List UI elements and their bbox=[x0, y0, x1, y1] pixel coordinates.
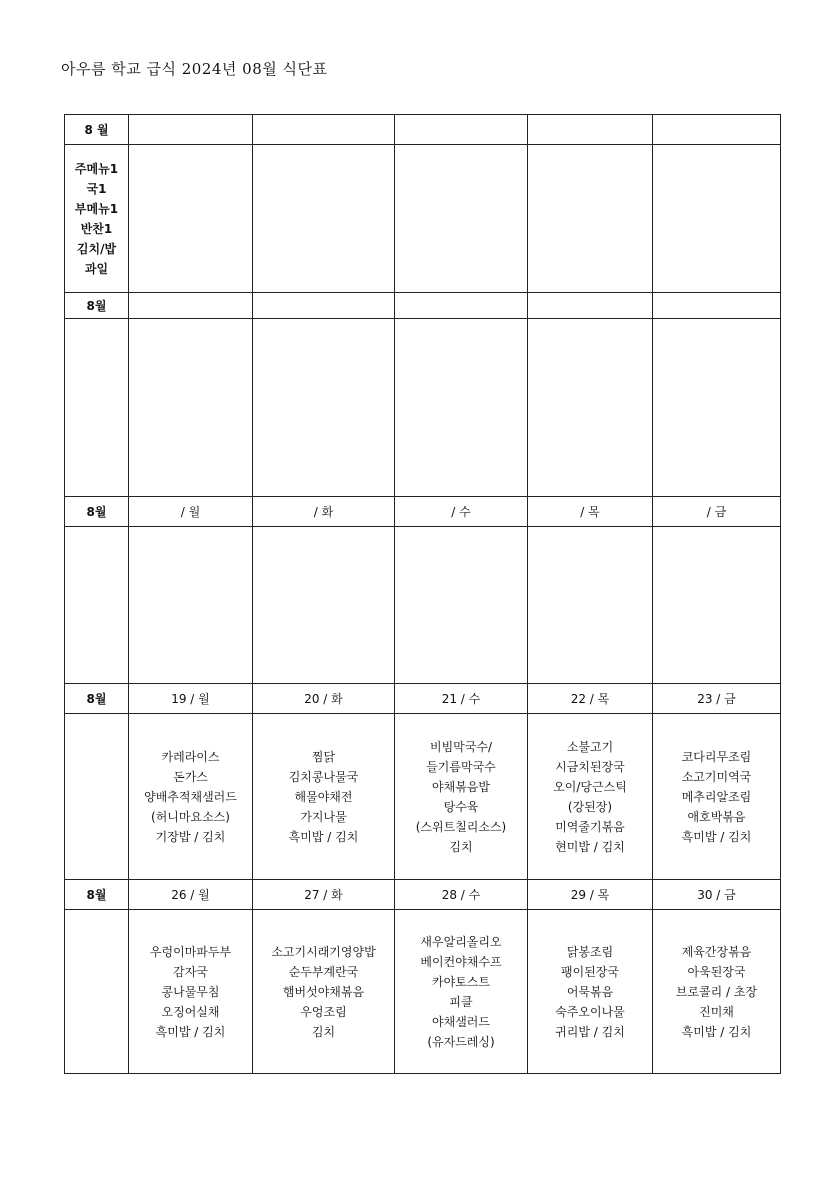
menu-item: 소고기미역국 bbox=[681, 769, 752, 784]
menu-cell-30 bbox=[653, 910, 781, 1074]
menu-item: 해물야채전 bbox=[294, 789, 353, 804]
menu-item: 콩나물무침 bbox=[161, 984, 220, 999]
menu-row bbox=[65, 319, 781, 497]
menu-legend bbox=[65, 145, 129, 293]
day-header: 22 / 목 bbox=[528, 684, 653, 714]
menu-cell-21 bbox=[395, 714, 528, 880]
menu-row bbox=[65, 527, 781, 684]
menu-cell bbox=[65, 319, 129, 497]
menu-item: 돈가스 bbox=[173, 769, 208, 784]
menu-item: 흑미밥 / 김치 bbox=[155, 1024, 226, 1039]
menu-cell-27 bbox=[253, 910, 395, 1074]
day-header: 21 / 수 bbox=[395, 684, 528, 714]
menu-item: 양배추적채샐러드 bbox=[144, 789, 237, 804]
month-label: 8월 bbox=[65, 497, 129, 527]
menu-item: 메추리알조림 bbox=[681, 789, 752, 804]
menu-item: 들기름막국수 bbox=[426, 759, 496, 774]
menu-cell bbox=[653, 145, 781, 293]
menu-item: 소고기시래기영양밥 bbox=[271, 944, 376, 959]
menu-item: 찜닭 bbox=[311, 749, 336, 764]
legend-item: 반찬1 bbox=[80, 221, 113, 236]
month-label: 8 월 bbox=[65, 115, 129, 145]
menu-item: 아욱된장국 bbox=[687, 964, 746, 979]
menu-item: 피클 bbox=[449, 994, 473, 1009]
menu-cell-29 bbox=[528, 910, 653, 1074]
header-row-1 bbox=[65, 115, 781, 145]
menu-item: 오이/당근스틱 bbox=[553, 779, 627, 794]
menu-cell-20 bbox=[253, 714, 395, 880]
menu-item: (스위트칠리소스) bbox=[415, 819, 507, 834]
menu-cell bbox=[253, 527, 395, 684]
menu-cell bbox=[65, 714, 129, 880]
menu-item: 코다리무조림 bbox=[681, 749, 752, 764]
legend-item: 김치/밥 bbox=[76, 241, 117, 256]
menu-item: 우엉조림 bbox=[300, 1004, 347, 1019]
day-header bbox=[395, 293, 528, 319]
menu-item: 흑미밥 / 김치 bbox=[288, 829, 359, 844]
menu-cell bbox=[129, 319, 253, 497]
menu-cell bbox=[395, 527, 528, 684]
legend-row bbox=[65, 145, 781, 293]
menu-item: (허니마요소스) bbox=[151, 809, 230, 824]
menu-item: 진미채 bbox=[699, 1004, 734, 1019]
legend-item: 부메뉴1 bbox=[74, 201, 119, 216]
menu-item: 오징어실채 bbox=[161, 1004, 220, 1019]
menu-item: 새우알리올리오 bbox=[420, 934, 502, 949]
menu-cell bbox=[65, 910, 129, 1074]
month-label: 8월 bbox=[65, 880, 129, 910]
menu-cell bbox=[129, 527, 253, 684]
menu-cell bbox=[253, 319, 395, 497]
menu-item: 김치 bbox=[449, 839, 473, 854]
menu-cell bbox=[528, 527, 653, 684]
legend-item: 국1 bbox=[86, 181, 107, 196]
menu-item: 팽이된장국 bbox=[561, 964, 619, 979]
menu-cell bbox=[528, 145, 653, 293]
menu-item: 베이컨야채수프 bbox=[420, 954, 502, 969]
day-header: / 금 bbox=[653, 497, 781, 527]
menu-item: (유자드레싱) bbox=[427, 1034, 495, 1049]
menu-item: 닭봉조림 bbox=[566, 944, 614, 959]
menu-cell bbox=[129, 145, 253, 293]
menu-item: 비빔막국수/ bbox=[429, 739, 492, 754]
menu-item: 흑미밥 / 김치 bbox=[681, 829, 752, 844]
menu-item: 브로콜리 / 초장 bbox=[675, 984, 758, 999]
day-header: / 수 bbox=[395, 497, 528, 527]
menu-item: 우렁이마파두부 bbox=[149, 944, 232, 959]
menu-item: 현미밥 / 김치 bbox=[555, 839, 625, 854]
menu-cell bbox=[395, 145, 528, 293]
day-header: 28 / 수 bbox=[395, 880, 528, 910]
legend-item: 과일 bbox=[84, 261, 109, 276]
menu-item: 김치 bbox=[311, 1024, 336, 1039]
menu-cell-22 bbox=[528, 714, 653, 880]
day-header bbox=[129, 293, 253, 319]
day-header bbox=[528, 293, 653, 319]
menu-item: 어묵볶음 bbox=[566, 984, 614, 999]
day-header bbox=[653, 293, 781, 319]
page-title: 아우름 학교 급식 2024년 08월 식단표 bbox=[61, 60, 328, 78]
menu-cell bbox=[253, 145, 395, 293]
day-header bbox=[253, 293, 395, 319]
day-header: 20 / 화 bbox=[253, 684, 395, 714]
month-label: 8월 bbox=[65, 293, 129, 319]
day-header: / 화 bbox=[253, 497, 395, 527]
menu-row-week5 bbox=[65, 910, 781, 1074]
menu-item: 제육간장볶음 bbox=[681, 944, 752, 959]
menu-cell-26 bbox=[129, 910, 253, 1074]
menu-item: 감자국 bbox=[173, 964, 208, 979]
menu-cell bbox=[653, 319, 781, 497]
day-header: 30 / 금 bbox=[653, 880, 781, 910]
header-row-2 bbox=[65, 293, 781, 319]
day-header bbox=[528, 115, 653, 145]
day-header: 29 / 목 bbox=[528, 880, 653, 910]
header-row-3 bbox=[65, 497, 781, 527]
menu-cell-23 bbox=[653, 714, 781, 880]
menu-item: 탕수육 bbox=[443, 799, 479, 814]
day-header bbox=[395, 115, 528, 145]
menu-item: 카야토스트 bbox=[432, 974, 490, 989]
day-header: 23 / 금 bbox=[653, 684, 781, 714]
day-header: 27 / 화 bbox=[253, 880, 395, 910]
legend-item: 주메뉴1 bbox=[74, 161, 119, 176]
day-header bbox=[129, 115, 253, 145]
menu-item: 숙주오이나물 bbox=[555, 1004, 625, 1019]
menu-item: 기장밥 / 김치 bbox=[155, 829, 226, 844]
day-header: 26 / 월 bbox=[129, 880, 253, 910]
menu-cell bbox=[653, 527, 781, 684]
menu-item: 미역줄기볶음 bbox=[555, 819, 625, 834]
day-header: / 월 bbox=[129, 497, 253, 527]
menu-item: 순두부계란국 bbox=[288, 964, 359, 979]
day-header bbox=[653, 115, 781, 145]
menu-item: 귀리밥 / 김치 bbox=[555, 1024, 625, 1039]
menu-cell bbox=[395, 319, 528, 497]
menu-cell bbox=[65, 527, 129, 684]
menu-item: 카레라이스 bbox=[161, 749, 220, 764]
header-row-week5 bbox=[65, 880, 781, 910]
menu-cell-19 bbox=[129, 714, 253, 880]
menu-item: 햄버섯야채볶음 bbox=[282, 984, 365, 999]
day-header: 19 / 월 bbox=[129, 684, 253, 714]
menu-item: (강된장) bbox=[567, 799, 613, 814]
day-header bbox=[253, 115, 395, 145]
header-row-week4 bbox=[65, 684, 781, 714]
menu-item: 야채샐러드 bbox=[432, 1014, 490, 1029]
menu-item: 애호박볶음 bbox=[687, 809, 746, 824]
menu-item: 시금치된장국 bbox=[555, 759, 625, 774]
menu-item: 김치콩나물국 bbox=[288, 769, 359, 784]
day-header: / 목 bbox=[528, 497, 653, 527]
month-label: 8월 bbox=[65, 684, 129, 714]
menu-table bbox=[64, 114, 781, 1074]
menu-item: 가지나물 bbox=[300, 809, 347, 824]
menu-cell bbox=[528, 319, 653, 497]
menu-item: 흑미밥 / 김치 bbox=[681, 1024, 752, 1039]
menu-item: 야채볶음밥 bbox=[432, 779, 490, 794]
menu-item: 소불고기 bbox=[566, 739, 614, 754]
menu-row-week4 bbox=[65, 714, 781, 880]
menu-cell-28 bbox=[395, 910, 528, 1074]
